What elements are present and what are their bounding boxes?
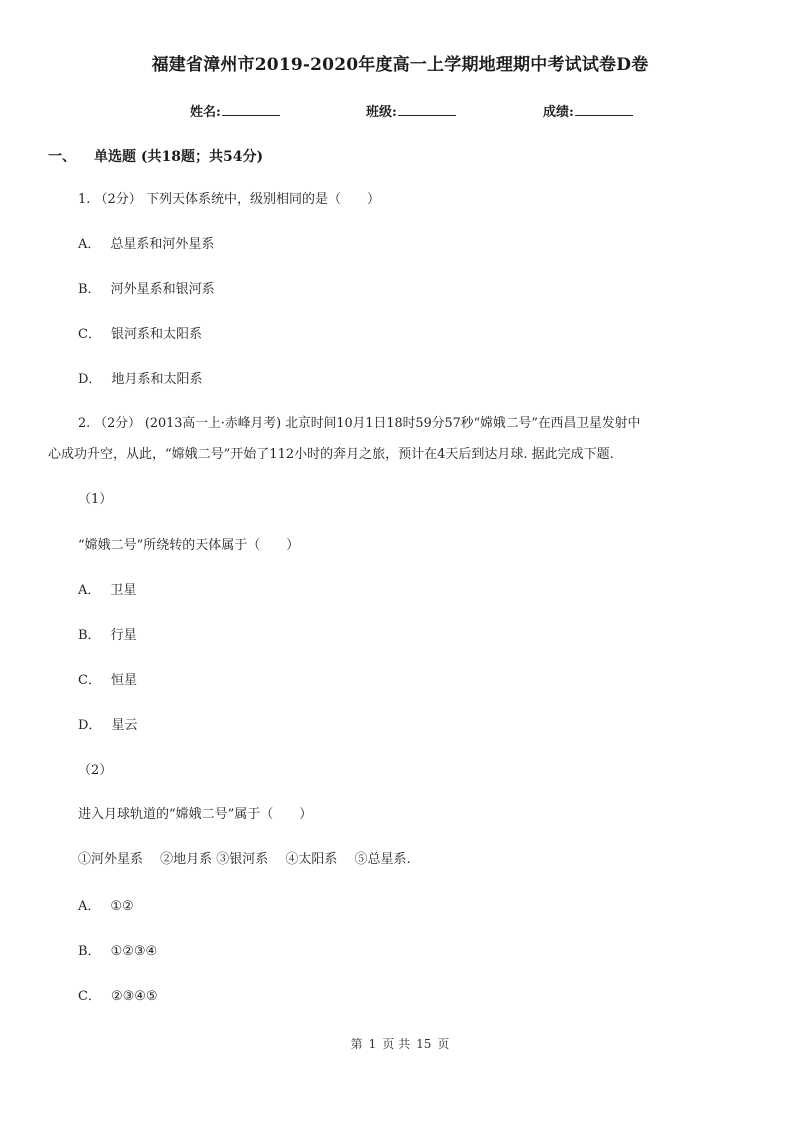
question-1-stem: 1. （2分） 下列天体系统中，级别相同的是（ ） [78, 192, 380, 207]
page-title: 福建省漳州市2019-2020年度高一上学期地理期中考试试卷D卷 [151, 55, 649, 75]
subquestion-1-option-d [78, 717, 137, 735]
question-1-option-c [78, 326, 202, 344]
subquestion-1-option-c [78, 672, 137, 690]
option-letter: C． [78, 327, 101, 342]
option-text: 星云 [111, 718, 138, 733]
option-letter: A． [78, 899, 101, 914]
option-letter: C． [78, 989, 101, 1004]
page-label-prefix: 第 [350, 1037, 363, 1051]
page-label-mid: 页 共 [382, 1037, 411, 1051]
question-1-option-a [78, 236, 214, 254]
option-text: 河外星系和银河系 [110, 282, 215, 297]
subquestion-2-label: （2） [78, 763, 113, 778]
page-label-suffix: 页 [437, 1037, 450, 1051]
name-label: 姓名: [190, 105, 221, 120]
subquestion-2-stem: 进入月球轨道的“嫦娥二号”属于（ ） [78, 807, 313, 822]
name-blank [222, 103, 280, 116]
option-letter: A． [78, 583, 101, 598]
section-heading [48, 146, 263, 166]
page-current: 1 [368, 1037, 377, 1051]
option-letter: D． [78, 718, 102, 733]
option-text: 恒星 [110, 673, 137, 688]
subquestion-1-option-b [78, 627, 137, 645]
section-title: 单选题 (共18题；共54分) [94, 149, 264, 165]
question-2-stem-line-2: 心成功升空，从此，“嫦娥二号”开始了112小时的奔月之旅，预计在4天后到达月球. 据此完成下题. [48, 447, 614, 462]
subquestion-2-option-c [78, 988, 158, 1006]
subquestion-1-label: （1） [78, 492, 113, 507]
page-total: 15 [416, 1037, 432, 1051]
class-blank [398, 103, 456, 116]
option-text: ①② [110, 899, 134, 914]
option-letter: B． [78, 282, 101, 297]
option-letter: A． [78, 237, 101, 252]
question-1-option-b [78, 281, 215, 299]
option-text: 行星 [110, 628, 137, 643]
question-2-stem-line-1: 2. （2分） (2013高一上·赤峰月考) 北京时间10月1日18时59分57秒“嫦娥二号”在西昌卫星发射中 [78, 416, 641, 431]
question-1-option-d [78, 371, 202, 389]
subquestion-1-option-a [78, 582, 136, 600]
section-number: 一、 [48, 149, 76, 165]
score-label: 成绩: [543, 105, 574, 120]
option-letter: B． [78, 628, 101, 643]
class-field [366, 101, 456, 120]
subquestion-2-choices: ①河外星系 ②地月系 ③银河系 ④太阳系 ⑤总星系. [78, 852, 411, 867]
option-text: ②③④⑤ [110, 989, 158, 1004]
subquestion-1-stem: “嫦娥二号”所绕转的天体属于（ ） [78, 538, 300, 553]
page-footer [0, 1035, 800, 1052]
subquestion-2-option-b [78, 943, 157, 961]
score-field [543, 101, 633, 120]
option-text: ①②③④ [110, 944, 158, 959]
score-blank [575, 103, 633, 116]
class-label: 班级: [366, 105, 397, 120]
option-text: 地月系和太阳系 [111, 372, 203, 387]
option-letter: B． [78, 944, 101, 959]
option-text: 总星系和河外星系 [110, 237, 215, 252]
subquestion-2-option-a [78, 898, 134, 916]
student-info-row [0, 101, 800, 121]
option-text: 卫星 [110, 583, 137, 598]
name-field [190, 101, 280, 120]
option-letter: D． [78, 372, 102, 387]
option-text: 银河系和太阳系 [110, 327, 202, 342]
option-letter: C． [78, 673, 101, 688]
